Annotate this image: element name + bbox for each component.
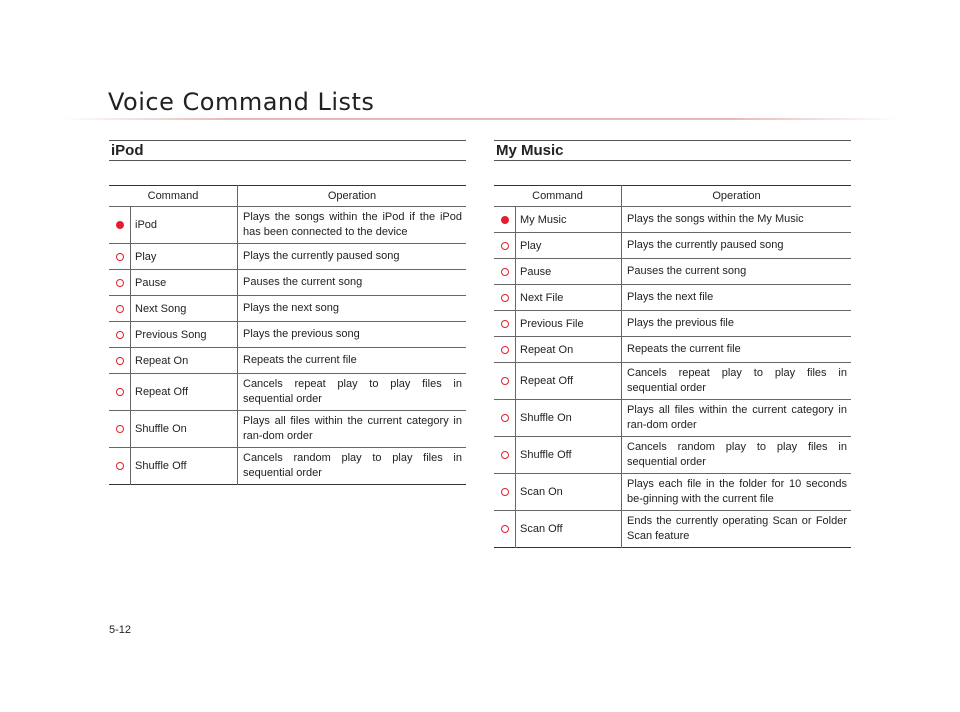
table-row: [494, 363, 851, 400]
column-header-operation: Operation: [622, 186, 852, 207]
my-music-table-body: [494, 207, 851, 548]
operation-cell: Pauses the current song: [622, 259, 852, 285]
indicator-cell: [109, 270, 131, 296]
column-header-operation: Operation: [238, 186, 467, 207]
indicator-cell: [109, 244, 131, 270]
operation-cell: Repeats the current file: [622, 337, 852, 363]
command-cell: Play: [516, 233, 622, 259]
table-row: [494, 437, 851, 474]
indicator-cell: [494, 337, 516, 363]
page-title: Voice Command Lists: [108, 88, 375, 116]
table-row: [109, 207, 466, 244]
my-music-heading: My Music: [494, 140, 851, 161]
operation-cell: Plays each file in the folder for 10 seconds be-ginning with the current file: [622, 474, 852, 511]
column-header-command: Command: [494, 186, 622, 207]
indicator-cell: [109, 322, 131, 348]
indicator-cell: [109, 207, 131, 244]
table-row: [494, 285, 851, 311]
command-cell: Pause: [131, 270, 238, 296]
table-header-row: [109, 186, 466, 207]
table-row: [109, 296, 466, 322]
hollow-circle-icon: [116, 388, 124, 396]
hollow-circle-icon: [116, 357, 124, 365]
table-row: [494, 233, 851, 259]
command-cell: Repeat On: [131, 348, 238, 374]
operation-cell: Plays the previous file: [622, 311, 852, 337]
command-cell: Previous File: [516, 311, 622, 337]
table-row: [494, 474, 851, 511]
indicator-cell: [494, 311, 516, 337]
operation-cell: Plays the currently paused song: [238, 244, 467, 270]
command-cell: Next File: [516, 285, 622, 311]
command-cell: Scan Off: [516, 511, 622, 548]
table-row: [109, 374, 466, 411]
hollow-circle-icon: [501, 346, 509, 354]
table-row: [494, 400, 851, 437]
command-cell: Shuffle On: [516, 400, 622, 437]
indicator-cell: [109, 374, 131, 411]
indicator-cell: [494, 285, 516, 311]
table-row: [109, 322, 466, 348]
operation-cell: Plays the songs within the My Music: [622, 207, 852, 233]
command-cell: Repeat Off: [131, 374, 238, 411]
operation-cell: Pauses the current song: [238, 270, 467, 296]
operation-cell: Plays the previous song: [238, 322, 467, 348]
indicator-cell: [109, 348, 131, 374]
hollow-circle-icon: [501, 488, 509, 496]
operation-cell: Plays the songs within the iPod if the iPod has been connected to the device: [238, 207, 467, 244]
command-cell: Play: [131, 244, 238, 270]
operation-cell: Cancels repeat play to play files in sequential order: [238, 374, 467, 411]
hollow-circle-icon: [501, 451, 509, 459]
table-row: [109, 348, 466, 374]
operation-cell: Plays the next file: [622, 285, 852, 311]
command-cell: Previous Song: [131, 322, 238, 348]
indicator-cell: [494, 233, 516, 259]
operation-cell: Repeats the current file: [238, 348, 467, 374]
column-header-command: Command: [109, 186, 238, 207]
indicator-cell: [494, 400, 516, 437]
command-cell: My Music: [516, 207, 622, 233]
operation-cell: Plays the next song: [238, 296, 467, 322]
hollow-circle-icon: [501, 294, 509, 302]
command-cell: Shuffle On: [131, 411, 238, 448]
indicator-cell: [494, 511, 516, 548]
hollow-circle-icon: [501, 414, 509, 422]
operation-cell: Ends the currently operating Scan or Folder Scan feature: [627, 515, 847, 542]
command-cell: Shuffle Off: [131, 448, 238, 485]
indicator-cell: [494, 363, 516, 400]
ipod-command-table: [109, 185, 466, 485]
hollow-circle-icon: [116, 331, 124, 339]
ipod-section: [109, 140, 466, 485]
hollow-circle-icon: [501, 525, 509, 533]
table-row: [494, 511, 851, 548]
hollow-circle-icon: [501, 320, 509, 328]
page-number: 5-12: [109, 624, 132, 636]
table-header-row: [494, 186, 851, 207]
operation-cell: Plays all files within the current category in ran-dom order: [622, 400, 852, 437]
table-row: [494, 337, 851, 363]
hollow-circle-icon: [501, 242, 509, 250]
table-row: [109, 448, 466, 485]
command-cell: Next Song: [131, 296, 238, 322]
indicator-cell: [109, 411, 131, 448]
operation-cell: Plays the currently paused song: [622, 233, 852, 259]
hollow-circle-icon: [116, 425, 124, 433]
hollow-circle-icon: [116, 305, 124, 313]
operation-cell: Cancels random play to play files in sequential order: [622, 437, 852, 474]
command-cell: Repeat On: [516, 337, 622, 363]
command-cell: Shuffle Off: [516, 437, 622, 474]
ipod-heading: iPod: [109, 140, 466, 161]
filled-circle-icon: [501, 216, 509, 224]
command-cell: Scan On: [516, 474, 622, 511]
table-row: [494, 311, 851, 337]
hollow-circle-icon: [116, 462, 124, 470]
indicator-cell: [494, 207, 516, 233]
hollow-circle-icon: [116, 279, 124, 287]
table-row: [494, 207, 851, 233]
my-music-section: [494, 140, 851, 548]
my-music-command-table: [494, 185, 851, 548]
indicator-cell: [494, 259, 516, 285]
command-cell: Pause: [516, 259, 622, 285]
hollow-circle-icon: [501, 377, 509, 385]
table-row: [109, 244, 466, 270]
hollow-circle-icon: [116, 253, 124, 261]
table-row: [109, 270, 466, 296]
filled-circle-icon: [116, 221, 124, 229]
command-cell: Repeat Off: [516, 363, 622, 400]
title-divider: [62, 118, 897, 120]
ipod-table-body: [109, 207, 466, 485]
operation-cell: Cancels random play to play files in sequential order: [243, 452, 462, 479]
indicator-cell: [109, 448, 131, 485]
indicator-cell: [494, 437, 516, 474]
table-row: [109, 411, 466, 448]
command-cell: iPod: [131, 207, 238, 244]
hollow-circle-icon: [501, 268, 509, 276]
indicator-cell: [109, 296, 131, 322]
operation-cell: Plays all files within the current category in ran-dom order: [238, 411, 467, 448]
indicator-cell: [494, 474, 516, 511]
table-row: [494, 259, 851, 285]
operation-cell: Cancels repeat play to play files in sequential order: [622, 363, 852, 400]
